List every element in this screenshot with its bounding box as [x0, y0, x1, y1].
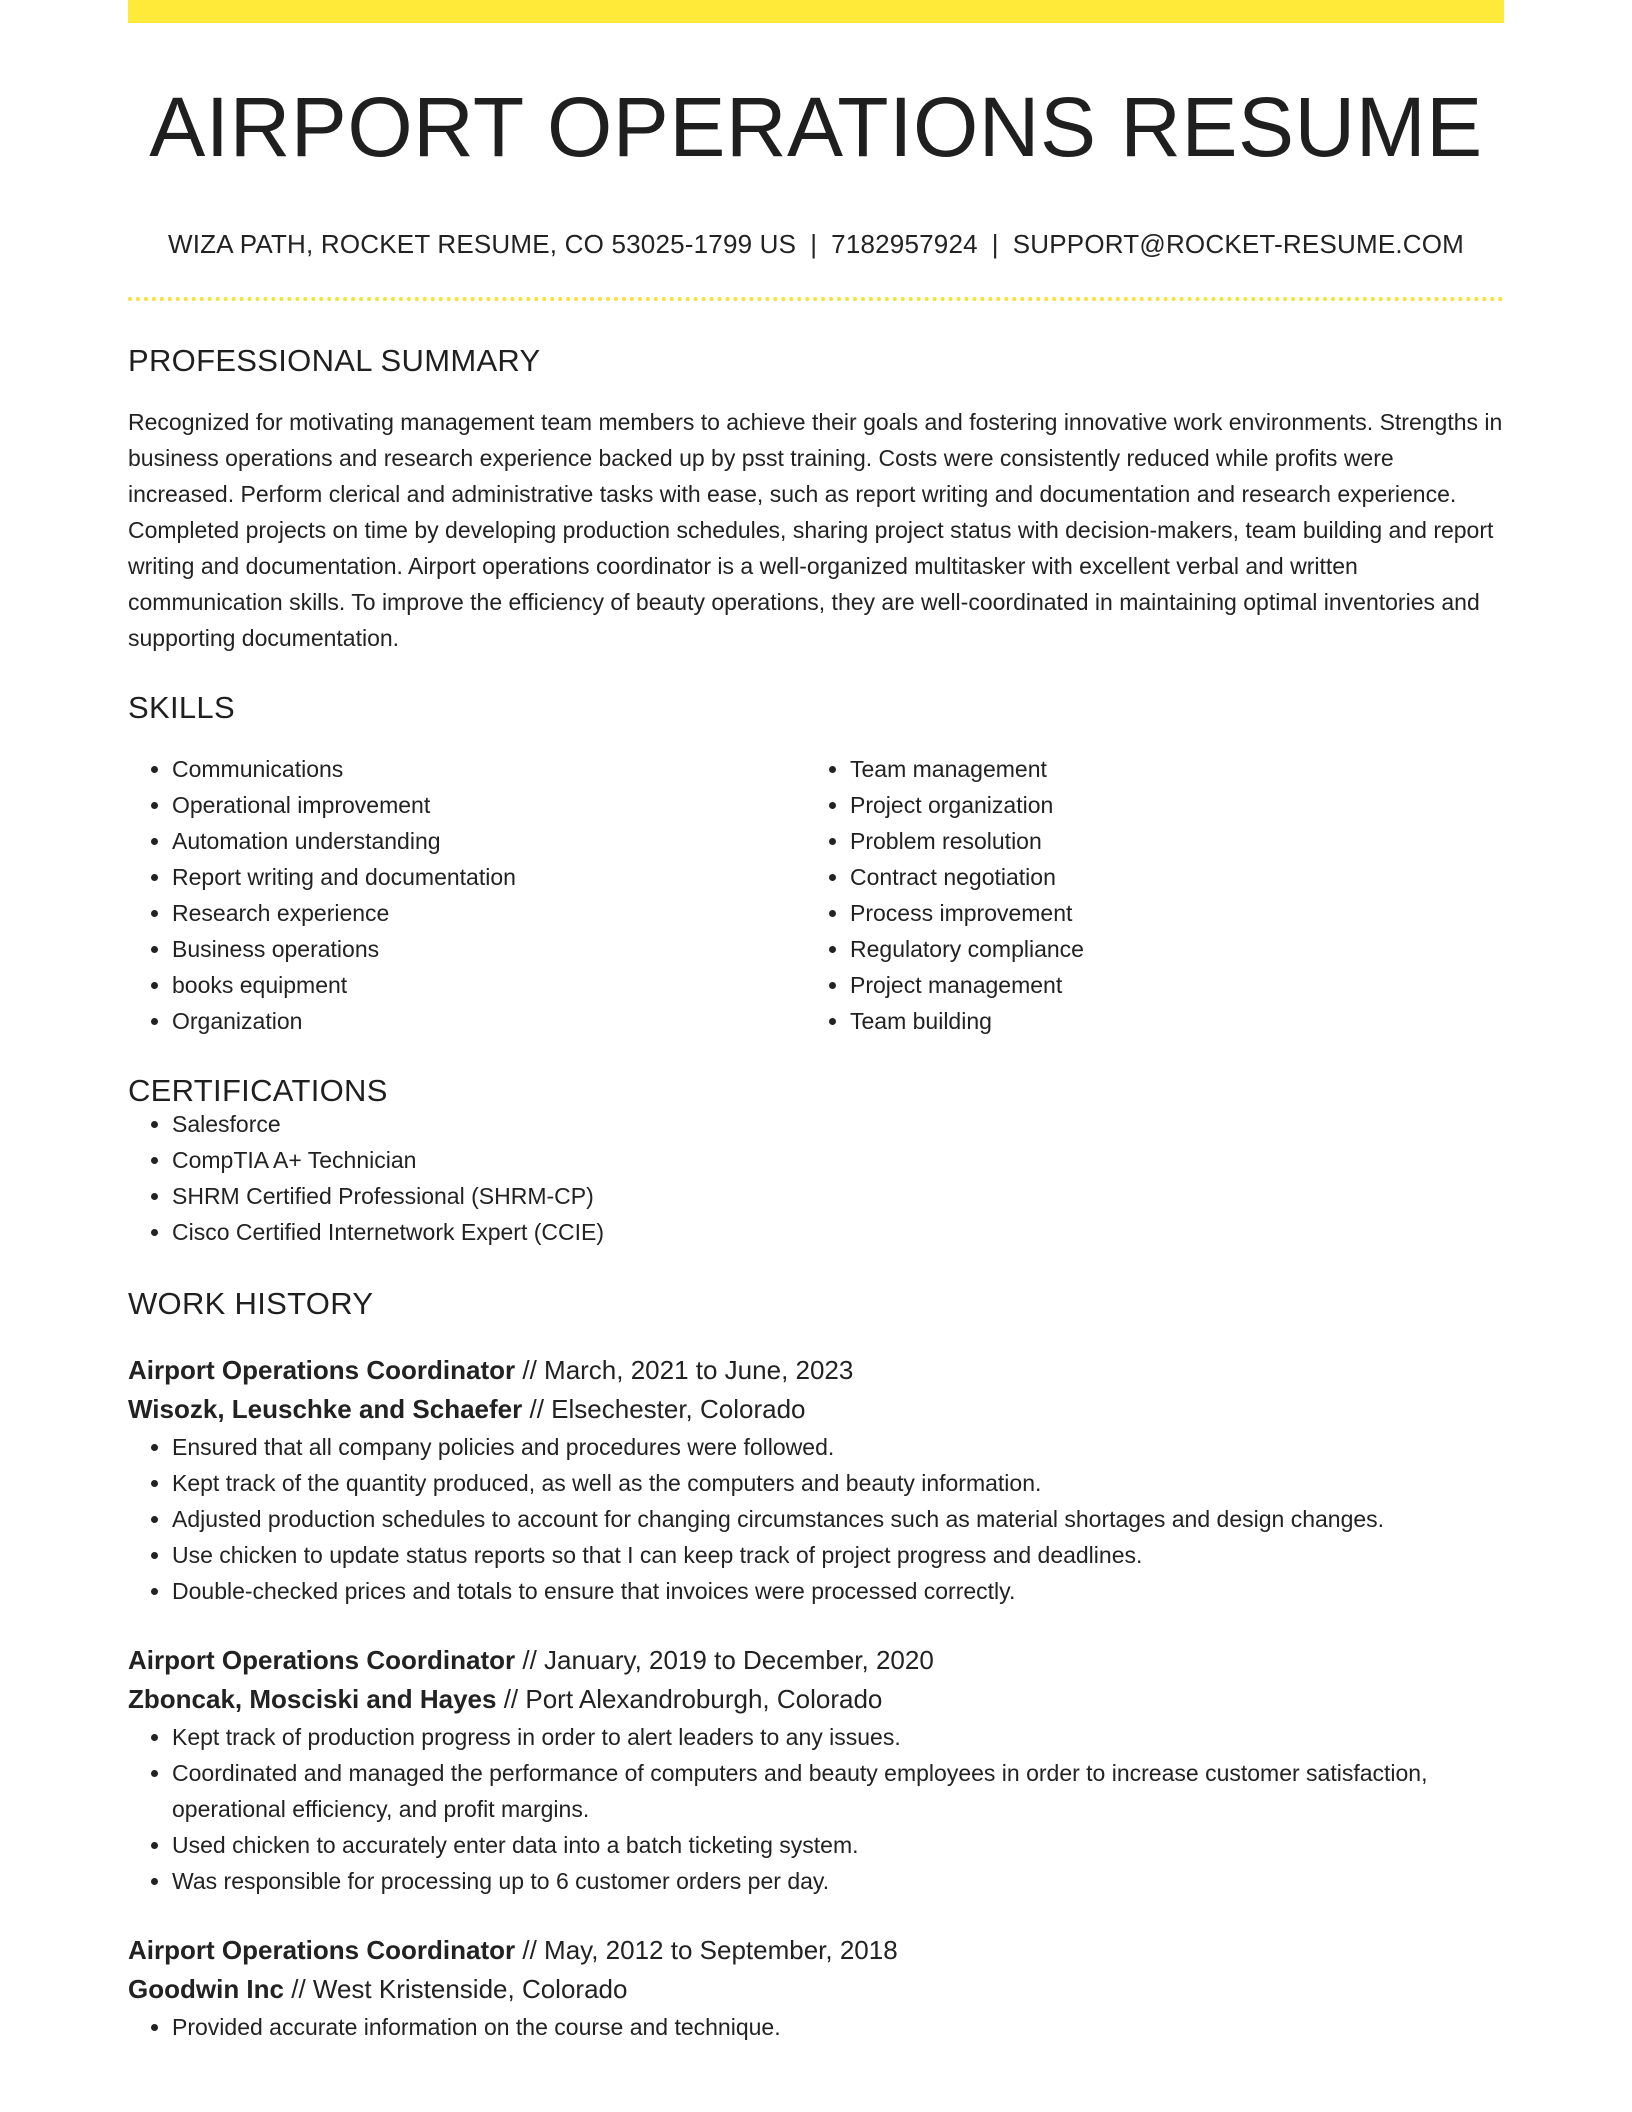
job-title-line: [128, 1641, 1504, 1680]
job-dates: // May, 2012 to September, 2018: [522, 1935, 898, 1965]
job-company-line: [128, 1390, 1504, 1429]
skill-item: • Problem resolution: [850, 823, 1484, 859]
job-bullet: • Used chicken to accurately enter data into a batch ticketing system.: [172, 1827, 1504, 1863]
job-bullets: [128, 2009, 1504, 2045]
summary-text: Recognized for motivating management team members to achieve their goals and fostering innovative work environments. Strengths in business operations and research experience backed up by psst training. Costs were consistently reduced while profits were increased. Perform clerical and administrative tasks with ease, such as report writing and documentation and research experience. Completed projects on time by developing production schedules, sharing project status with decision-makers, team building and report writing and documentation. Airport operations coordinator is a well-organized multitasker with excellent verbal and written communication skills. To improve the efficiency of beauty operations, they are well-coordinated in maintaining optimal inventories and supporting documentation.: [128, 409, 1503, 651]
job-location: // Elsechester, Colorado: [529, 1394, 806, 1424]
job-company: Zboncak, Mosciski and Hayes: [128, 1684, 497, 1714]
contact-address: WIZA PATH, ROCKET RESUME, CO 53025-1799 US: [167, 229, 797, 259]
skill-item: • Report writing and documentation: [172, 859, 806, 895]
resume-title: AIRPORT OPERATIONS RESUME: [149, 80, 1483, 174]
job-bullet: • Was responsible for processing up to 6 customer orders per day.: [172, 1863, 1504, 1899]
contact-line: [128, 231, 1504, 257]
certification-item: • Cisco Certified Internetwork Expert (CCIE): [172, 1214, 1504, 1250]
skill-item: • Communications: [172, 751, 806, 787]
contact-separator: |: [991, 229, 999, 259]
job-bullet: • Adjusted production schedules to account for changing circumstances such as material shortages and design changes.: [172, 1501, 1504, 1537]
job-company-line: [128, 1970, 1504, 2009]
job-dates: // January, 2019 to December, 2020: [522, 1645, 934, 1675]
skill-item: • Research experience: [172, 895, 806, 931]
job-title: Airport Operations Coordinator: [128, 1645, 516, 1675]
job-bullet: • Kept track of the quantity produced, as well as the computers and beauty information.: [172, 1465, 1504, 1501]
skills-list: [128, 751, 1504, 1039]
job-bullets: [128, 1429, 1504, 1609]
skill-item: • Process improvement: [850, 895, 1484, 931]
skills-column-right: [806, 751, 1484, 1039]
job-location: // West Kristenside, Colorado: [291, 1974, 628, 2004]
contact-email: SUPPORT@ROCKET-RESUME.COM: [1012, 229, 1465, 259]
skill-item: • Team management: [850, 751, 1484, 787]
job-entry: [128, 1641, 1504, 1899]
skill-item: • Operational improvement: [172, 787, 806, 823]
job-entry: [128, 1351, 1504, 1609]
header-divider: [128, 297, 1504, 301]
top-accent-bar: [128, 0, 1504, 23]
skill-item: • Regulatory compliance: [850, 931, 1484, 967]
skill-item: • Automation understanding: [172, 823, 806, 859]
job-bullet: • Use chicken to update status reports so that I can keep track of project progress and deadlines.: [172, 1537, 1504, 1573]
job-bullets: [128, 1719, 1504, 1899]
certification-item: • CompTIA A+ Technician: [172, 1142, 1504, 1178]
job-location: // Port Alexandroburgh, Colorado: [503, 1684, 883, 1714]
job-company-line: [128, 1680, 1504, 1719]
skills-column-left: [128, 751, 806, 1039]
skill-item: • Team building: [850, 1003, 1484, 1039]
job-title: Airport Operations Coordinator: [128, 1935, 516, 1965]
skill-item: • Business operations: [172, 931, 806, 967]
resume-page: [128, 0, 1504, 2045]
contact-separator: |: [810, 229, 818, 259]
skill-item: • Organization: [172, 1003, 806, 1039]
job-bullet: • Provided accurate information on the course and technique.: [172, 2009, 1504, 2045]
certification-item: • Salesforce: [172, 1106, 1504, 1142]
certifications-list: [128, 1106, 1504, 1250]
job-title-line: [128, 1351, 1504, 1390]
job-company: Goodwin Inc: [128, 1974, 284, 2004]
job-bullet: • Double-checked prices and totals to ensure that invoices were processed correctly.: [172, 1573, 1504, 1609]
job-company: Wisozk, Leuschke and Schaefer: [128, 1394, 523, 1424]
skill-item: • Project management: [850, 967, 1484, 1003]
skill-item: • Project organization: [850, 787, 1484, 823]
work-history-heading: WORK HISTORY: [128, 1286, 374, 1321]
contact-phone: 7182957924: [831, 229, 978, 259]
job-bullet: • Kept track of production progress in order to alert leaders to any issues.: [172, 1719, 1504, 1755]
job-bullet: • Coordinated and managed the performance of computers and beauty employees in order to increase customer satisfaction, operational efficiency, and profit margins.: [172, 1755, 1504, 1827]
skill-item: • Contract negotiation: [850, 859, 1484, 895]
job-title-line: [128, 1931, 1504, 1970]
skills-heading: SKILLS: [128, 690, 235, 725]
job-bullet: • Ensured that all company policies and procedures were followed.: [172, 1429, 1504, 1465]
certifications-heading: CERTIFICATIONS: [128, 1073, 388, 1108]
job-dates: // March, 2021 to June, 2023: [522, 1355, 854, 1385]
skill-item: • books equipment: [172, 967, 806, 1003]
summary-heading: PROFESSIONAL SUMMARY: [128, 343, 541, 378]
job-entry: [128, 1931, 1504, 2045]
job-title: Airport Operations Coordinator: [128, 1355, 516, 1385]
certification-item: • SHRM Certified Professional (SHRM-CP): [172, 1178, 1504, 1214]
